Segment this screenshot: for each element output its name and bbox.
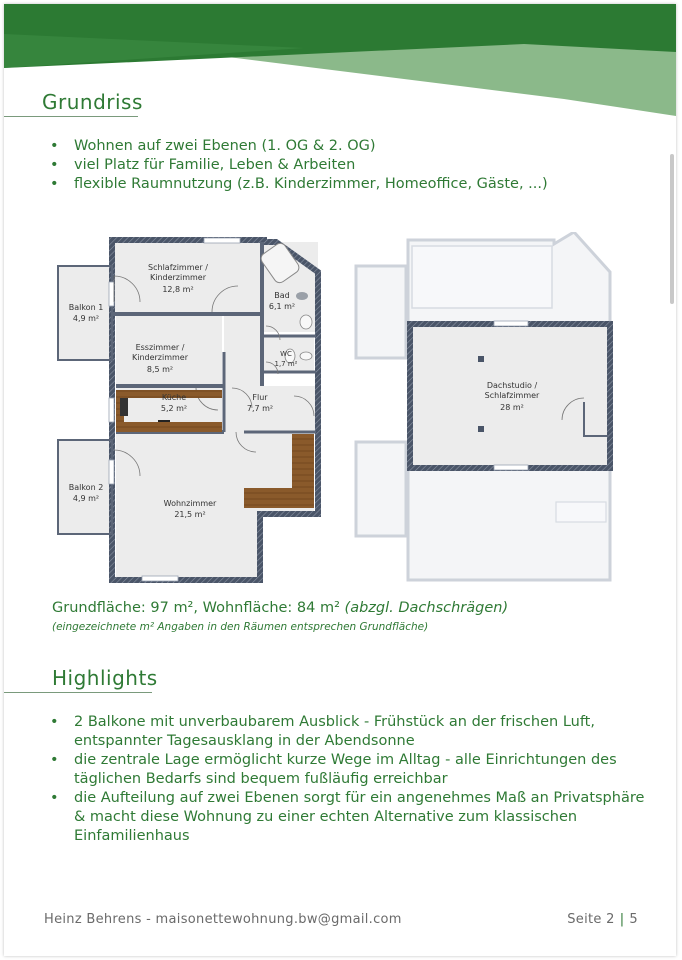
room-area: 6,1 m² <box>268 302 296 311</box>
room-area: 4,9 m² <box>72 314 100 323</box>
room-area: 12,8 m² <box>162 285 194 294</box>
room-label: Kinderzimmer <box>149 273 207 282</box>
room-area: 5,2 m² <box>160 404 188 413</box>
page-label: Seite <box>567 912 602 927</box>
room-label: Schlafzimmer / <box>148 263 208 272</box>
room-area: 4,9 m² <box>72 494 100 503</box>
intro-list-item: • viel Platz für Familie, Leben & Arbeiten <box>48 156 648 175</box>
page-current: 2 <box>606 912 615 927</box>
highlight-item: • 2 Balkone mit unverbaubarem Ausblick - Frühstück an der frischen Luft, entspannter Tagesausklang in der Abendsonne <box>48 713 648 751</box>
page-separator: | <box>619 912 625 927</box>
room-label: WC <box>280 350 292 358</box>
intro-list-item: • Wohnen auf zwei Ebenen (1. OG & 2. OG) <box>48 137 648 156</box>
intro-list <box>48 137 648 194</box>
room-label: Schlafzimmer <box>484 391 540 400</box>
highlights-heading: Highlights <box>52 666 158 690</box>
footer-contact: Heinz Behrens - maisonettewohnung.bw@gmail.com <box>44 912 402 927</box>
grundriss-heading: Grundriss <box>42 90 143 114</box>
document-page <box>4 4 676 956</box>
room-label: Esszimmer / <box>135 343 185 352</box>
scrollbar[interactable] <box>670 154 674 304</box>
room-label: Dachstudio / <box>486 381 538 390</box>
area-subnote: (eingezeichnete m² Angaben in den Räumen entsprechen Grundfläche) <box>52 621 429 633</box>
room-label: Bad <box>274 291 290 300</box>
floorplans <box>54 232 614 584</box>
room-area: 7,7 m² <box>246 404 274 413</box>
room-label: Küche <box>161 393 187 402</box>
floorplan-left <box>58 238 318 581</box>
highlights-list <box>48 713 648 846</box>
intro-list-item: • flexible Raumnutzung (z.B. Kinderzimmer, Homeoffice, Gäste, ...) <box>48 175 648 194</box>
room-label: Flur <box>252 393 268 402</box>
room-area: 21,5 m² <box>174 510 206 519</box>
page-total: 5 <box>629 912 638 927</box>
room-area: 8,5 m² <box>146 365 174 374</box>
highlight-item: • die Aufteilung auf zwei Ebenen sorgt für ein angenehmes Maß an Privatsphäre & macht diese Wohnung zu einer echten Alternative zum klassischen Einfamilienhaus <box>48 789 648 846</box>
room-label: Balkon 1 <box>68 303 104 312</box>
grundriss-underline <box>4 116 138 117</box>
footer-page-number <box>567 912 638 927</box>
floorplan-right <box>356 232 610 580</box>
highlights-underline <box>4 692 152 693</box>
room-area: 1,7 m² <box>274 360 298 368</box>
area-note: (abzgl. Dachschrägen) <box>344 600 509 616</box>
room-area: 28 m² <box>500 403 524 412</box>
highlight-item: • die zentrale Lage ermöglicht kurze Wege im Alltag - alle Einrichtungen des täglichen Bedarfs sind bequem fußläufig erreichbar <box>48 751 648 789</box>
room-label: Kinderzimmer <box>131 353 189 362</box>
room-label: Balkon 2 <box>68 483 104 492</box>
area-info <box>52 600 508 616</box>
room-label: Wohnzimmer <box>163 499 217 508</box>
area-main: Grundfläche: 97 m², Wohnfläche: 84 m² <box>52 600 340 616</box>
